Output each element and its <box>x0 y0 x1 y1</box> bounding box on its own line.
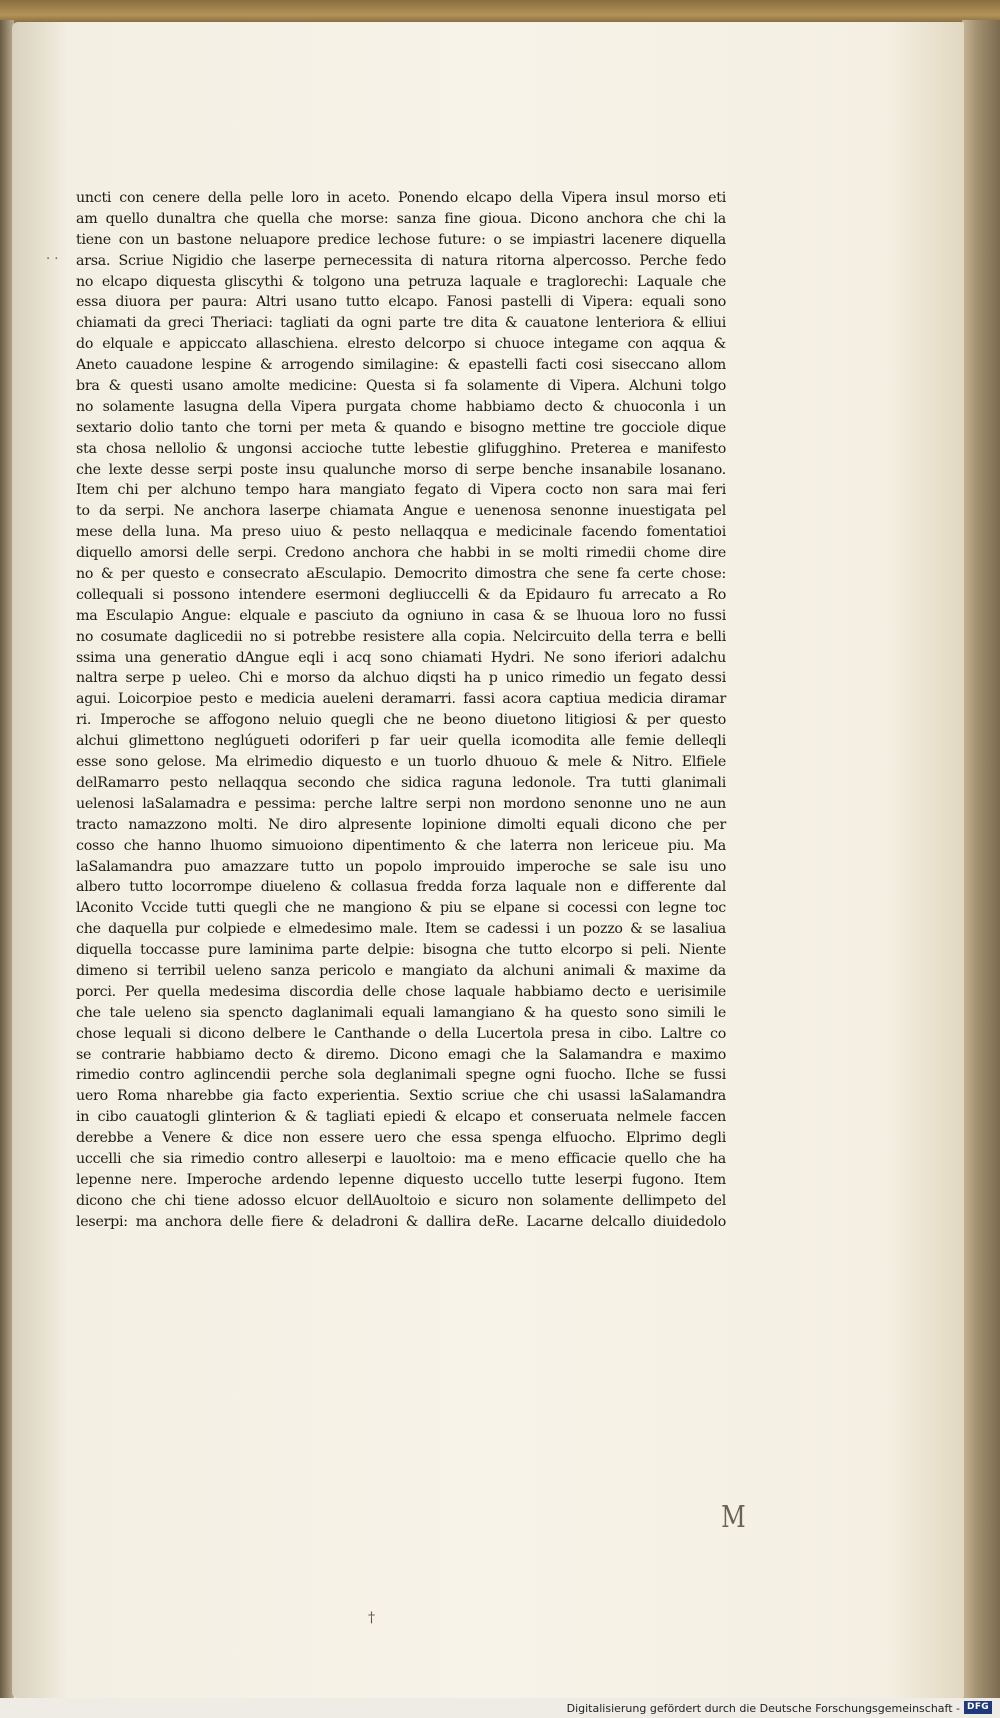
text-line: do elquale e appiccato allaschiena. elresto delcorpo si chuoce integame con aqqua & <box>76 336 726 353</box>
text-line: naltra serpe p ueleo. Chi e morso da alchuo diqsti ha p unico rimedio un fegato dessi <box>76 670 726 687</box>
text-line: tracto namazzono molti. Ne diro alpresente lopinione dimolti equali dicono che per <box>76 816 726 833</box>
text-line: no elcapo diquesta gliscythi & tolgono una petruza laquale e traglorechi: Laquale che <box>76 273 726 290</box>
text-line: agui. Loicorpioe pesto e medicia aueleni deramarri. fassi acora captiua medicia diramar <box>76 691 726 708</box>
text-line: chose lequali si dicono delbere le Canthande o della Lucertola presa in cibo. Laltre co <box>76 1025 726 1042</box>
text-line: che lexte desse serpi poste insu qualunche morso di serpe benche insanabile losanano. <box>76 461 726 478</box>
footer-credit: Digitalisierung gefördert durch die Deutsche Forschungsgemeinschaft - <box>566 1702 960 1715</box>
text-line: diquello amorsi delle serpi. Credono anchora che habbi in se molti rimedii chome dire <box>76 545 726 562</box>
signature-mark: M <box>721 1500 746 1535</box>
text-line: laSalamandra puo amazzare tutto un popolo improuido imperoche se sale isu uno <box>76 858 726 875</box>
text-line: no solamente lasugna della Vipera purgata chome habbiamo decto & chuoconla i un <box>76 398 726 415</box>
margin-note: . . <box>46 248 59 263</box>
text-line: alchui glimettono neglúgueti odoriferi p far ueir quella icomodita alle femie delleqli <box>76 733 726 750</box>
text-line: dicono che chi tiene adosso elcuor dellAuoltoio e sicuro non solamente dellimpeto del <box>76 1192 726 1209</box>
text-block <box>76 188 726 1233</box>
text-line: chiamati da greci Theriaci: tagliati da ogni parte tre dita & cauatone lenteriora & elliui <box>76 315 726 332</box>
text-line: tiene con un bastone neluapore predice lechose future: o se impiastri lacenere diquella <box>76 231 726 248</box>
bottom-mark: † <box>368 1610 375 1626</box>
text-line: uncti con cenere della pelle loro in aceto. Ponendo elcapo della Vipera insul morso eti <box>76 190 726 206</box>
dfg-logo-icon: DFG <box>964 1701 992 1714</box>
text-line: ssima una generatio dAngue eqli i acq sono chiamati Hydri. Ne sono iferiori adalchu <box>76 649 726 666</box>
text-line: che daquella pur colpiede e elmedesimo male. Item se cadessi i un pozzo & se lasaliua <box>76 921 726 938</box>
text-line: lepenne nere. Imperoche ardendo lepenne diquesto uccello tutte leserpi fugono. Item <box>76 1171 726 1188</box>
text-line: mese della luna. Ma preso uiuo & pesto nellaqqua e medicinale facendo fomentatioi <box>76 524 726 541</box>
text-line: leserpi: ma anchora delle fiere & deladroni & dallira deRe. Lacarne delcallo diuidedolo <box>76 1213 726 1230</box>
text-line: ma Esculapio Angue: elquale e pasciuto da ogniuno in casa & se lhuoua loro no fussi <box>76 607 726 624</box>
text-line: bra & questi usano amolte medicine: Questa si fa solamente di Vipera. Alchuni tolgo <box>76 378 726 395</box>
text-line: dimeno si terribil ueleno sanza pericolo e mangiato da alchuni animali & maxime da <box>76 962 726 979</box>
text-line: se contrarie habbiamo decto & diremo. Dicono emagi che la Salamandra e maximo <box>76 1046 726 1063</box>
text-line: uccelli che sia rimedio contro alleserpi e lauoltoio: ma e meno efficacie quello che ha <box>76 1150 726 1167</box>
text-line: collequali si possono intendere esermoni degliuccelli & da Epidauro fu arrecato a Ro <box>76 586 726 603</box>
text-line: sextario dolio tanto che torni per meta & quando e bisogno mettine tre gocciole dique <box>76 419 726 436</box>
text-line: no & per questo e consecrato aEsculapio. Democrito dimostra che sene fa certe chose: <box>76 566 726 583</box>
text-line: che tale ueleno sia spencto daglanimali equali lamangiano & ha questo sono simili le <box>76 1004 726 1021</box>
text-line: albero tutto locorrompe diueleno & collasua fredda forza laquale non e differente dal <box>76 879 726 896</box>
text-line: uelenosi laSalamadra e pessima: perche laltre serpi non mordono senonne uno ne aun <box>76 795 726 812</box>
text-line: Item chi per alchuno tempo hara mangiato fegato di Vipera cocto non sara mai feri <box>76 482 726 499</box>
text-line: essa diuora per paura: Altri usano tutto elcapo. Fanosi pastelli di Vipera: equali sono <box>76 294 726 311</box>
text-line: to da serpi. Ne anchora laserpe chiamata Angue e uenenosa senonne inuestigata pel <box>76 503 726 520</box>
text-line: uero Roma nharebbe gia facto experientia. Sextio scriue che chi usassi laSalamandra <box>76 1088 726 1105</box>
text-line: esse sono gelose. Ma elrimedio diquesto e un tuorlo dhuouo & mele & Nitro. Elfiele <box>76 754 726 771</box>
text-line: ri. Imperoche se affogono neluio quegli che ne beono diuetono litigiosi & per questo <box>76 712 726 729</box>
text-line: cosso che hanno lhuomo simuoiono dipentimento & che laterra non lericeue piu. Ma <box>76 837 726 854</box>
text-line: porci. Per quella medesima discordia delle chose laquale habbiamo decto e uerisimile <box>76 983 726 1000</box>
text-line: derebbe a Venere & dice non essere uero che essa spenga elfuocho. Elprimo degli <box>76 1130 726 1147</box>
book-right-edge <box>962 20 1000 1700</box>
text-line: arsa. Scriue Nigidio che laserpe pernecessita di natura ritorna alpercosso. Perche fedo <box>76 252 726 269</box>
text-line: diquella toccasse pure laminima parte delpie: bisogna che tutto elcorpo si peli. Niente <box>76 942 726 959</box>
text-line: rimedio contro aglincendii perche sola deglanimali spegne ogni fuocho. Ilche se fussi <box>76 1067 726 1084</box>
text-line: lAconito Vccide tutti quegli che ne mangiono & piu se elpane si cocessi con legne toc <box>76 900 726 917</box>
text-line: delRamarro pesto nellaqqua secondo che sidica raguna ledonole. Tra tutti glanimali <box>76 774 726 791</box>
text-line: am quello dunaltra che quella che morse: sanza fine gioua. Dicono anchora che chi la <box>76 210 726 227</box>
text-line: in cibo cauatogli glinterion & & tagliati epiedi & elcapo et conseruata nelmele faccen <box>76 1109 726 1126</box>
text-line: no cosumate daglicedii no si potrebbe resistere alla copia. Nelcircuito della terra e belli <box>76 628 726 645</box>
text-line: Aneto cauadone lespine & arrogendo similagine: & epastelli facti cosi siseccano allom <box>76 357 726 374</box>
text-line: sta chosa nellolio & ungonsi accioche tutte lebestie glifugghino. Preterea e manifesto <box>76 440 726 457</box>
